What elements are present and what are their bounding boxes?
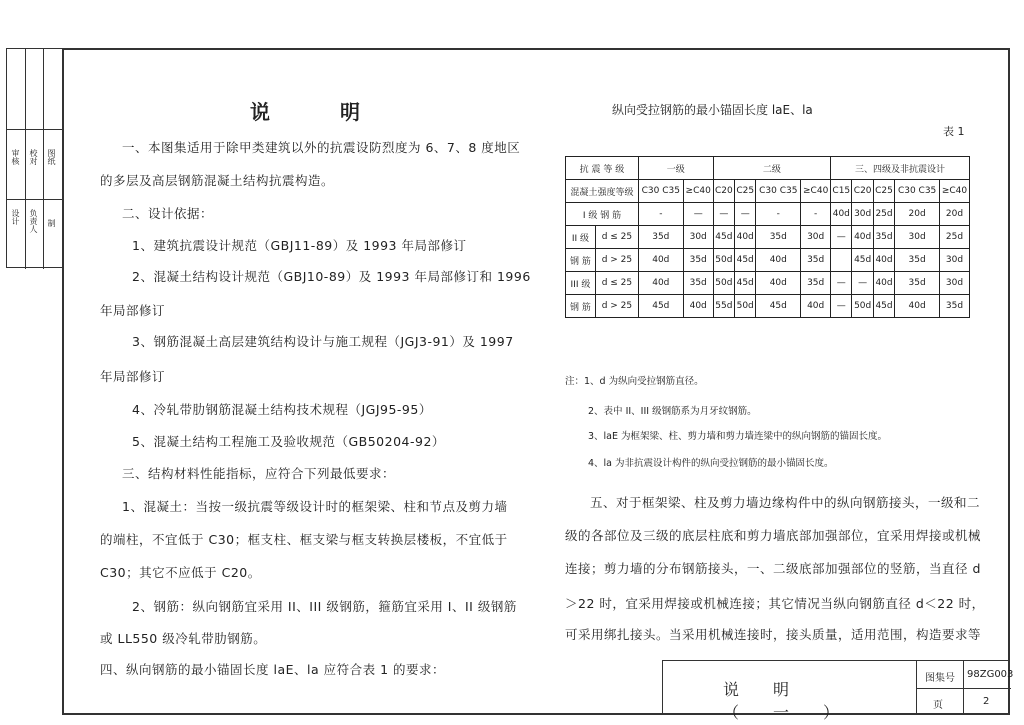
table-cell: - (801, 203, 831, 226)
table-cell: 35d (801, 249, 831, 272)
table-cell: C30 C35 (638, 180, 683, 203)
text-line: 级的各部位及三级的底层柱底和剪力墙底部加强部位，宜采用焊接或机械 (565, 528, 982, 543)
table-cell: 30d (940, 272, 970, 295)
table-cell: d > 25 (595, 295, 638, 318)
table-cell: — (735, 203, 756, 226)
text-line: 三、结构材料性能指标，应符合下列最低要求： (122, 466, 396, 481)
table-cell: 40d (873, 272, 894, 295)
table-row (566, 180, 970, 203)
text-line: 连接；剪力墙的分布钢筋接头，一、二级底部加强部位的竖筋，当直径 d (565, 561, 981, 576)
atlas-no-value: 98ZG003 (967, 669, 1014, 680)
table-cell: - (638, 203, 683, 226)
table-cell: 二级 (713, 157, 830, 180)
note-line: 注：1、d 为纵向受拉钢筋直径。 (565, 376, 704, 387)
table-title: 纵向受拉钢筋的最小锚固长度 laE、la (612, 103, 813, 117)
table-cell: 20d (895, 203, 940, 226)
table-row (566, 203, 970, 226)
table-number: 表 1 (943, 125, 965, 138)
table-cell: 50d (852, 295, 873, 318)
text-line: ＞22 时，宜采用焊接或机械连接；其它情况当纵向钢筋直径 d＜22 时， (565, 596, 985, 611)
table-cell: 35d (683, 249, 713, 272)
table-cell: 40d (735, 226, 756, 249)
text-line: 或 LL550 级冷轧带肋钢筋。 (100, 631, 267, 646)
text-line: 年局部修订 (100, 369, 166, 384)
table-cell: 40d (873, 249, 894, 272)
stamp-cell: 设计 (11, 209, 20, 225)
table-cell: C25 (873, 180, 894, 203)
table-cell: I 级 钢 筋 (566, 203, 639, 226)
text-line: 的端柱，不宜低于 C30；框支柱、框支梁与框支转换层楼板，不宜低于 (100, 532, 508, 547)
table-cell: II 级 (566, 226, 596, 249)
anchorage-table (565, 156, 970, 318)
table-cell: 40d (831, 203, 852, 226)
note-line: 2、表中 II、III 级钢筋系为月牙纹钢筋。 (588, 406, 757, 417)
page-title: 说明 (250, 100, 430, 124)
table-cell: 45d (756, 295, 801, 318)
table-cell: 40d (638, 272, 683, 295)
table-cell: C15 (831, 180, 852, 203)
approval-stamp (6, 48, 62, 268)
table-cell: 40d (801, 295, 831, 318)
text-line: C30；其它不应低于 C20。 (100, 565, 261, 580)
table-row (566, 249, 970, 272)
text-line: 1、建筑抗震设计规范（GBJ11-89）及 1993 年局部修订 (132, 238, 467, 253)
table-cell: 30d (801, 226, 831, 249)
table-cell: 三、四级及非抗震设计 (831, 157, 970, 180)
table-cell: 抗 震 等 级 (566, 157, 639, 180)
table-cell: C30 C35 (756, 180, 801, 203)
stamp-cell: 校对 (29, 149, 38, 165)
table-cell (831, 249, 852, 272)
table-cell: — (831, 226, 852, 249)
text-line: 3、钢筋混凝土高层建筑结构设计与施工规程（JGJ3-91）及 1997 (132, 334, 514, 349)
table-cell: 45d (873, 295, 894, 318)
table-cell: ≥C40 (683, 180, 713, 203)
table-cell: C25 (735, 180, 756, 203)
table-cell: 钢 筋 (566, 295, 596, 318)
table-cell: 35d (873, 226, 894, 249)
table-cell: 45d (713, 226, 734, 249)
table-cell: 35d (895, 249, 940, 272)
text-line: 四、纵向钢筋的最小锚固长度 laE、la 应符合表 1 的要求： (100, 662, 446, 677)
table-row (566, 226, 970, 249)
page-number: 2 (983, 696, 990, 707)
title-block-name-cell (663, 661, 917, 722)
table-cell: — (713, 203, 734, 226)
stamp-cell: 审核 (11, 149, 20, 165)
table-cell: d ≤ 25 (595, 226, 638, 249)
table-cell: 25d (873, 203, 894, 226)
page-label: 页 (933, 700, 943, 711)
table-cell: 35d (801, 272, 831, 295)
table-cell: 50d (713, 249, 734, 272)
table-cell: 45d (735, 249, 756, 272)
table-cell: 35d (895, 272, 940, 295)
table-cell: 混凝土强度等级 (566, 180, 639, 203)
stamp-cell: 图纸 (47, 149, 56, 165)
table-cell: 40d (638, 249, 683, 272)
atlas-no-label: 图集号 (925, 673, 955, 684)
stamp-cell: 负责人 (29, 209, 38, 233)
text-line: 2、钢筋：纵向钢筋宜采用 II、III 级钢筋，箍筋宜采用 I、II 级钢筋 (132, 599, 517, 614)
title-block (662, 660, 1014, 722)
note-line: 3、laE 为框架梁、柱、剪力墙和剪力墙连梁中的纵向钢筋的锚固长度。 (588, 431, 888, 442)
table-cell: — (852, 272, 873, 295)
table-cell: 45d (852, 249, 873, 272)
table-cell: 20d (940, 203, 970, 226)
text-line: 一、本图集适用于除甲类建筑以外的抗震设防烈度为 6、7、8 度地区 (122, 140, 521, 155)
table-cell: — (831, 272, 852, 295)
title-block-name: 说明（一） (723, 680, 874, 722)
table-cell: 45d (638, 295, 683, 318)
table-cell: 25d (940, 226, 970, 249)
table-cell: 钢 筋 (566, 249, 596, 272)
table-cell: ≥C40 (801, 180, 831, 203)
table-cell: 35d (756, 226, 801, 249)
table-cell: C30 C35 (895, 180, 940, 203)
table-row (566, 157, 970, 180)
text-line: 五、对于框架梁、柱及剪力墙边缘构件中的纵向钢筋接头，一级和二 (590, 495, 981, 510)
text-line: 2、混凝土结构设计规范（GBJ10-89）及 1993 年局部修订和 1996 (132, 269, 531, 284)
table-cell: 40d (683, 295, 713, 318)
table-cell: 40d (852, 226, 873, 249)
note-line: 4、la 为非抗震设计构件的纵向受拉钢筋的最小锚固长度。 (588, 458, 834, 469)
table-cell: 30d (940, 249, 970, 272)
table-cell: ≥C40 (940, 180, 970, 203)
text-line: 5、混凝土结构工程施工及验收规范（GB50204-92） (132, 434, 445, 449)
table-cell: III 级 (566, 272, 596, 295)
table-cell: 40d (895, 295, 940, 318)
table-cell: 30d (895, 226, 940, 249)
table-cell: 50d (735, 295, 756, 318)
text-line: 年局部修订 (100, 303, 166, 318)
table-cell: — (831, 295, 852, 318)
text-line: 二、设计依据： (122, 206, 214, 221)
stamp-cell: 制 (47, 219, 56, 227)
table-cell: 一级 (638, 157, 713, 180)
text-line: 可采用绑扎接头。当采用机械连接时，接头质量，适用范围，构造要求等 (565, 627, 982, 642)
table-cell: 50d (713, 272, 734, 295)
table-cell: d ≤ 25 (595, 272, 638, 295)
table-cell: 35d (638, 226, 683, 249)
text-line: 4、冷轧带肋钢筋混凝土结构技术规程（JGJ95-95） (132, 402, 432, 417)
table-cell: 30d (683, 226, 713, 249)
table-cell: 45d (735, 272, 756, 295)
table-cell: - (756, 203, 801, 226)
table-cell: — (683, 203, 713, 226)
table-cell: 35d (940, 295, 970, 318)
table-cell: 40d (756, 249, 801, 272)
table-cell: 35d (683, 272, 713, 295)
table-cell: C20 (713, 180, 734, 203)
table-cell: C20 (852, 180, 873, 203)
table-row (566, 272, 970, 295)
table-row (566, 295, 970, 318)
table-cell: 30d (852, 203, 873, 226)
table-cell: d > 25 (595, 249, 638, 272)
table-cell: 55d (713, 295, 734, 318)
text-line: 的多层及高层钢筋混凝土结构抗震构造。 (100, 173, 335, 188)
text-line: 1、混凝土：当按一级抗震等级设计时的框架梁、柱和节点及剪力墙 (122, 499, 508, 514)
table-cell: 40d (756, 272, 801, 295)
